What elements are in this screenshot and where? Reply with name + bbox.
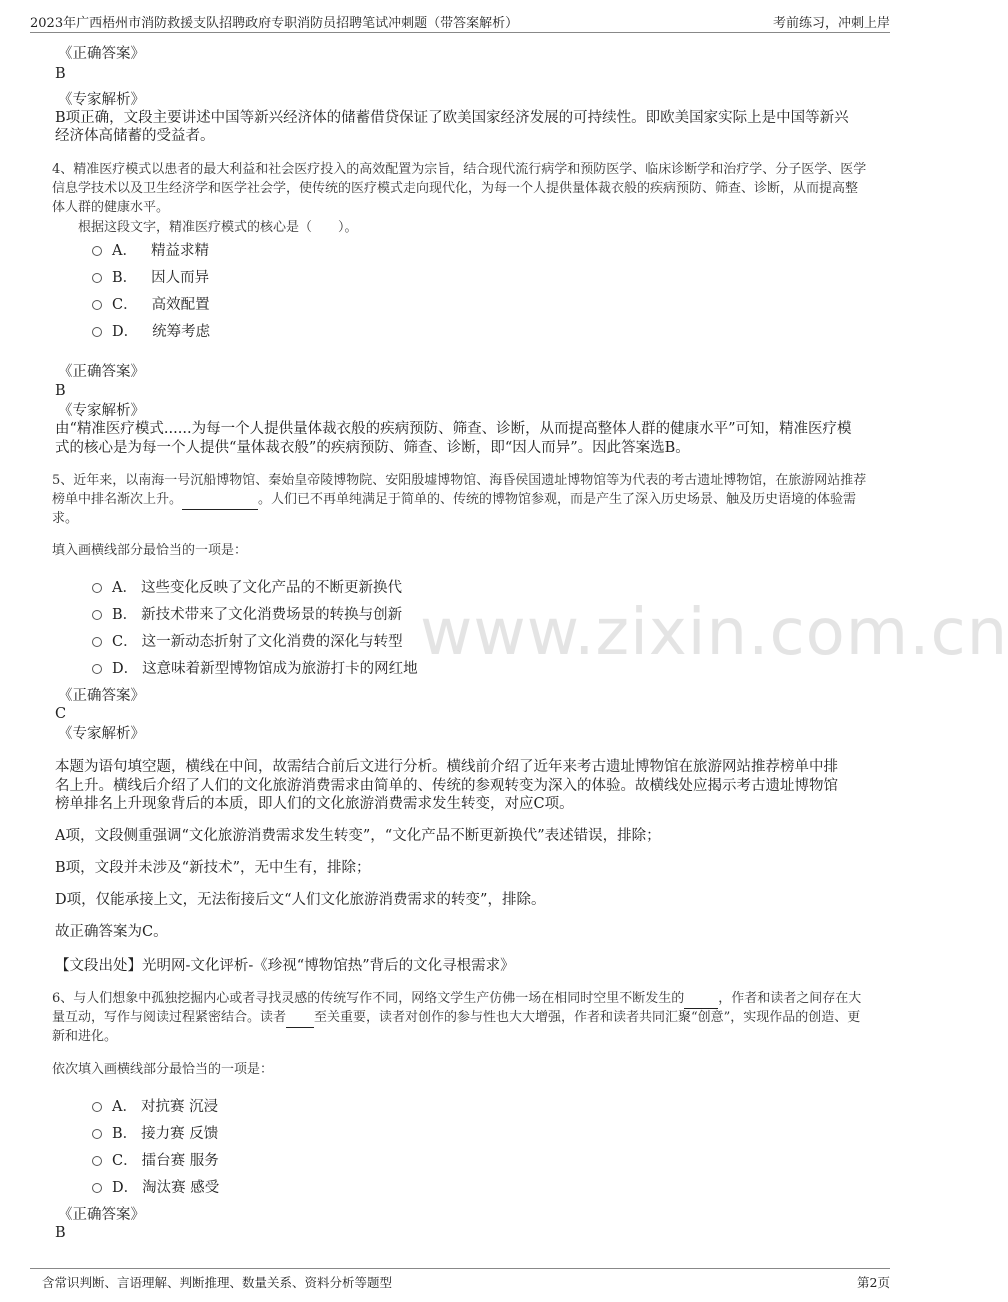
analysis-text: 经济体高储蓄的受益者。 <box>55 128 215 144</box>
analysis-text: 由“精准医疗模式......为每一个人提供量体裁衣般的疾病预防、筛查、诊断，从而提高整体人群的健康水平”可知，精准医疗模 <box>55 421 852 437</box>
option-c[interactable] <box>92 292 210 314</box>
question-stem: 5、近年来，以南海一号沉船博物馆、秦始皇帝陵博物院、安阳殷墟博物馆、海昏侯国遗址博物馆等为代表的考古遗址博物馆，在旅游网站推荐 <box>52 473 867 488</box>
radio-icon[interactable] <box>92 1183 102 1193</box>
question-stem: 新和进化。 <box>52 1029 118 1044</box>
analysis-text: D项，仅能承接上文，无法衔接后文“人们文化旅游消费需求的转变”，排除。 <box>55 892 546 908</box>
analysis-text: 本题为语句填空题，横线在中间，故需结合前后文进行分析。横线前介绍了近年来考古遗址博物馆在旅游网站推荐榜单中排 <box>55 759 838 775</box>
radio-icon[interactable] <box>92 1156 102 1166</box>
watermark: www.zixin.com.cn <box>420 596 1008 670</box>
question-stem: 信息学技术以及卫生经济学和医学社会学，使传统的医疗模式走向现代化，为每一个人提供量体裁衣般的疾病预防、筛查、诊断，从而提高整 <box>52 181 859 196</box>
option-c[interactable] <box>92 1148 219 1170</box>
option-c[interactable] <box>92 629 403 651</box>
analysis-label: 《专家解析》 <box>58 92 145 108</box>
option-text: 接力赛 反馈 <box>141 1125 219 1142</box>
analysis-label: 《专家解析》 <box>58 726 145 742</box>
option-letter: A． <box>112 1098 137 1115</box>
answer-label: 《正确答案》 <box>58 46 145 62</box>
question-prompt: 填入画横线部分最恰当的一项是： <box>52 543 248 558</box>
analysis-conclusion: 故正确答案为C。 <box>55 924 168 940</box>
radio-icon[interactable] <box>92 273 102 283</box>
option-letter: A． <box>112 242 137 259</box>
analysis-text: A项，文段侧重强调“文化旅游消费需求发生转变”，“文化产品不断更新换代”表述错误，排除； <box>55 828 661 844</box>
header-slogan: 考前练习，冲刺上岸 <box>772 16 890 31</box>
option-letter: C． <box>112 633 138 650</box>
answer-label: 《正确答案》 <box>58 688 145 704</box>
option-d[interactable] <box>92 656 418 678</box>
option-letter: D． <box>112 660 139 677</box>
option-b[interactable] <box>92 1121 218 1143</box>
question-prompt: 根据这段文字，精准医疗模式的核心是（ ）。 <box>78 220 358 235</box>
option-b[interactable] <box>92 602 402 624</box>
document-title: 2023年广西梧州市消防救援支队招聘政府专职消防员招聘笔试冲刺题（带答案解析） <box>30 16 519 31</box>
radio-icon[interactable] <box>92 246 102 256</box>
option-b[interactable] <box>92 265 209 287</box>
option-letter: C． <box>112 296 138 313</box>
option-letter: A． <box>112 579 137 596</box>
analysis-text: 式的核心是为每一个人提供“量体裁衣般”的疾病预防、筛查、诊断，即“因人而异”。因此答案选B。 <box>55 440 690 456</box>
page-footer <box>30 1268 890 1293</box>
radio-icon[interactable] <box>92 664 102 674</box>
option-text: 统筹考虑 <box>152 323 211 340</box>
option-letter: D． <box>112 1179 139 1196</box>
question-stem: 4、精准医疗模式以患者的最大利益和社会医疗投入的高效配置为宗旨，结合现代流行病学和预防医学、临床诊断学和治疗学、分子医学、医学 <box>52 162 867 177</box>
answer-value: B <box>55 66 66 82</box>
option-text: 精益求精 <box>150 242 209 259</box>
option-letter: D． <box>112 323 139 340</box>
radio-icon[interactable] <box>92 1129 102 1139</box>
source-citation: 【文段出处】光明网-文化评析-《珍视“博物馆热”背后的文化寻根需求》 <box>55 958 515 974</box>
option-a[interactable] <box>92 575 402 597</box>
answer-label: 《正确答案》 <box>58 364 145 380</box>
question-stem: 体人群的健康水平。 <box>52 200 170 215</box>
footer-topics: 含常识判断、言语理解、判断推理、数量关系、资料分析等题型 <box>42 1275 393 1290</box>
option-text: 高效配置 <box>151 296 210 313</box>
option-d[interactable] <box>92 1175 219 1197</box>
radio-icon[interactable] <box>92 637 102 647</box>
answer-label: 《正确答案》 <box>58 1207 145 1223</box>
page-header <box>30 10 890 33</box>
answer-value: B <box>55 383 66 399</box>
analysis-text: B项正确，文段主要讲述中国等新兴经济体的储蓄借贷保证了欧美国家经济发展的可持续性。即欧美国家实际上是中国等新兴 <box>55 110 849 126</box>
analysis-text: B项，文段并未涉及“新技术”，无中生有，排除； <box>55 860 371 876</box>
option-letter: B． <box>112 269 138 286</box>
fill-blank <box>286 1008 314 1028</box>
radio-icon[interactable] <box>92 327 102 337</box>
option-text: 擂台赛 服务 <box>141 1152 219 1169</box>
option-letter: B． <box>112 1125 138 1142</box>
option-d[interactable] <box>92 319 210 341</box>
option-letter: B． <box>112 606 138 623</box>
option-text: 新技术带来了文化消费场景的转换与创新 <box>141 606 403 623</box>
question-prompt: 依次填入画横线部分最恰当的一项是： <box>52 1062 274 1077</box>
question-stem: 量互动，写作与阅读过程紧密结合。读者 至关重要，读者对创作的参与性也大大增强，作者和读者共同汇聚“创意”，实现作品的创造、更 <box>52 1008 860 1028</box>
question-stem: 6、与人们想象中孤独挖掘内心或者寻找灵感的传统写作不同，网络文学生产仿佛一场在相同时空里不断发生的 ，作者和读者之间存在大 <box>52 989 861 1009</box>
option-text: 这意味着新型博物馆成为旅游打卡的网红地 <box>142 660 418 677</box>
radio-icon[interactable] <box>92 300 102 310</box>
question-stem: 求。 <box>52 511 79 526</box>
option-a[interactable] <box>92 1094 218 1116</box>
answer-value: C <box>55 706 67 722</box>
radio-icon[interactable] <box>92 583 102 593</box>
option-a[interactable] <box>92 238 209 260</box>
option-text: 对抗赛 沉浸 <box>140 1098 219 1115</box>
analysis-label: 《专家解析》 <box>58 403 145 419</box>
page-number: 第2页 <box>857 1275 890 1290</box>
option-letter: C． <box>112 1152 138 1169</box>
question-stem: 榜单中排名渐次上升。 。人们已不再单纯满足于简单的、传统的博物馆参观，而是产生了深入历史场景、触及历史语境的体验需 <box>52 490 856 510</box>
radio-icon[interactable] <box>92 1102 102 1112</box>
option-text: 因人而异 <box>151 269 210 286</box>
option-text: 这一新动态折射了文化消费的深化与转型 <box>141 633 403 650</box>
analysis-text: 榜单排名上升现象背后的本质，即人们的文化旅游消费需求发生转变，对应C项。 <box>55 796 574 812</box>
answer-value: B <box>55 1225 66 1241</box>
option-text: 这些变化反映了文化产品的不断更新换代 <box>140 579 402 596</box>
analysis-text: 名上升。横线后介绍了人们的文化旅游消费需求由简单的、传统的参观转变为深入的体验。故横线处应揭示考古遗址博物馆 <box>55 778 838 794</box>
fill-blank <box>684 989 718 1009</box>
radio-icon[interactable] <box>92 610 102 620</box>
option-text: 淘汰赛 感受 <box>142 1179 220 1196</box>
fill-blank <box>182 490 258 510</box>
